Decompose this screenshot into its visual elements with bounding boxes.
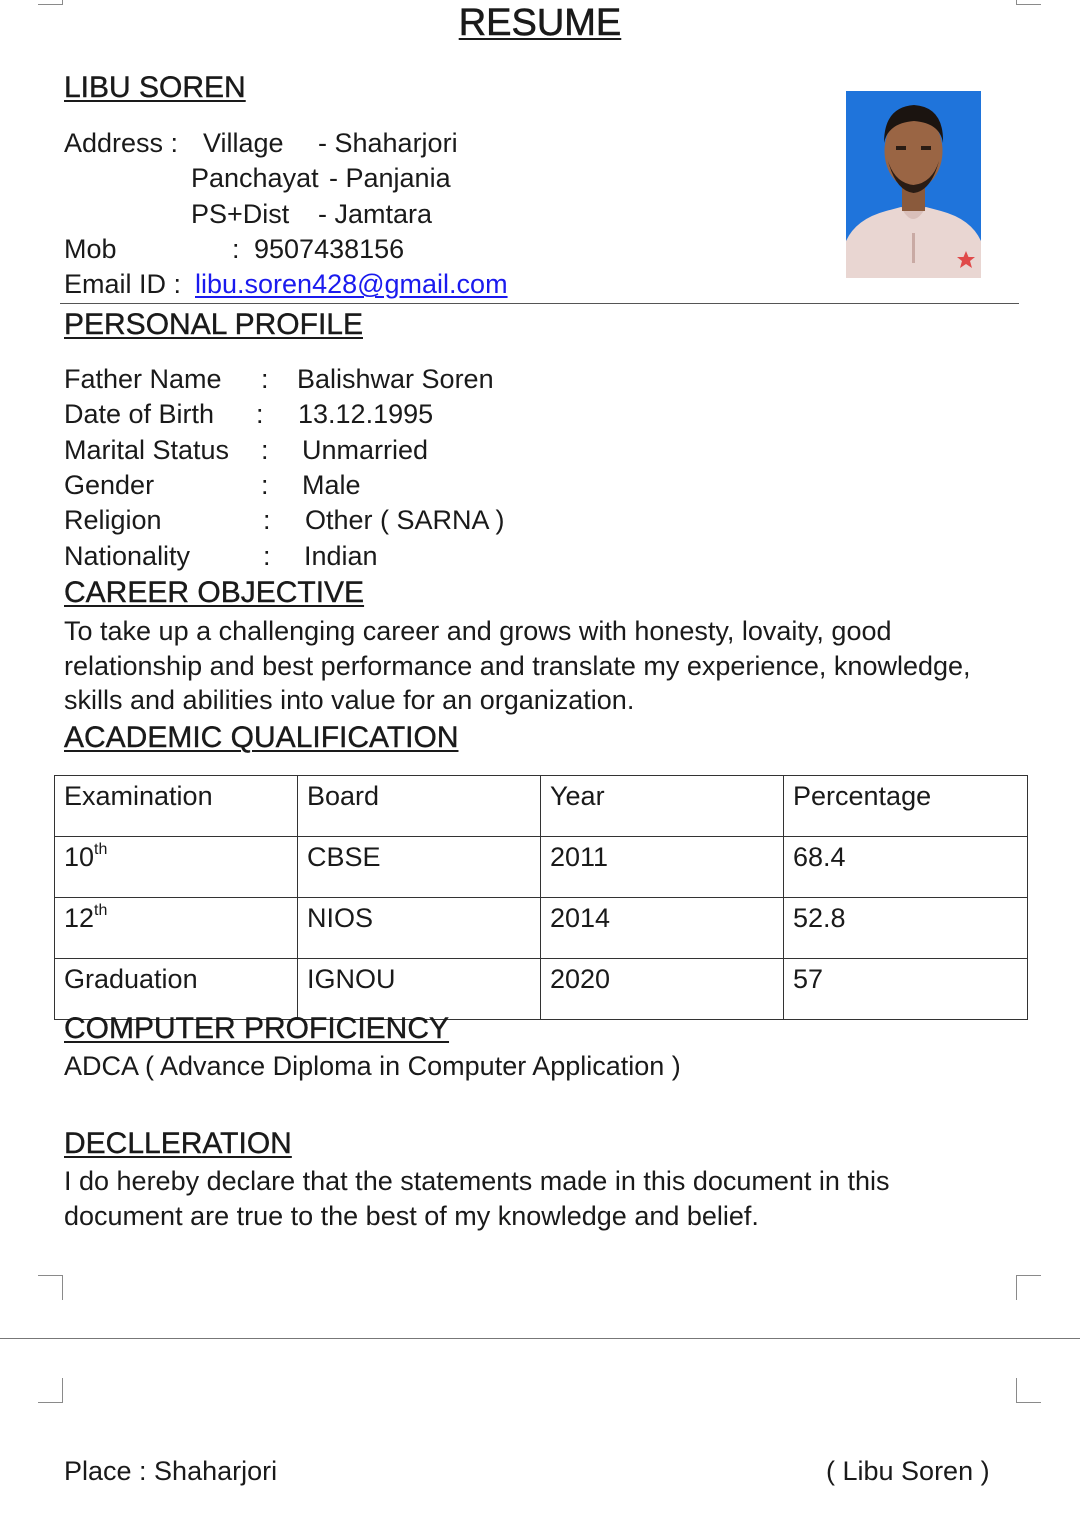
- crop-mark-page2-top-right: [1016, 1378, 1041, 1403]
- profile-gender-sep: :: [261, 470, 269, 500]
- address-psdist-value: - Jamtara: [318, 199, 433, 229]
- email-link[interactable]: libu.soren428@gmail.com: [195, 269, 508, 299]
- address-label: Address :: [64, 128, 179, 158]
- profile-father-label: Father Name: [64, 364, 222, 394]
- header-divider: [60, 303, 1019, 304]
- profile-photo: [846, 91, 981, 278]
- cell-exam: [55, 837, 298, 898]
- crop-mark-page2-top-left: [38, 1378, 63, 1403]
- address-village-key: Village: [203, 128, 284, 158]
- mob-value: 9507438156: [254, 234, 405, 264]
- resume-title: RESUME: [458, 2, 622, 44]
- exam-text: Graduation: [64, 964, 198, 994]
- profile-religion-label: Religion: [64, 505, 162, 535]
- computer-text: ADCA ( Advance Diploma in Computer Application ): [64, 1051, 681, 1081]
- declaration-line-2: document are true to the best of my knowledge and belief.: [64, 1201, 759, 1231]
- place-text: Place : Shaharjori: [64, 1456, 278, 1486]
- col-header-percentage: Percentage: [784, 776, 1028, 837]
- profile-gender-value: Male: [302, 470, 361, 500]
- cell-percentage: 68.4: [784, 837, 1028, 898]
- candidate-name: LIBU SOREN: [64, 71, 246, 104]
- crop-mark-bottom-right: [1016, 1275, 1041, 1300]
- col-header-board: Board: [298, 776, 541, 837]
- cell-board: NIOS: [298, 898, 541, 959]
- table-row: [55, 898, 1028, 959]
- table-row: [55, 837, 1028, 898]
- cell-exam: [55, 898, 298, 959]
- profile-nationality-label: Nationality: [64, 541, 191, 571]
- academic-table: [54, 775, 1028, 1020]
- col-header-examination: Examination: [55, 776, 298, 837]
- profile-father-sep: :: [261, 364, 269, 394]
- page-break-line: [0, 1338, 1080, 1339]
- profile-nationality-value: Indian: [304, 541, 378, 571]
- col-header-year: Year: [541, 776, 784, 837]
- signature-name: ( Libu Soren ): [826, 1456, 990, 1486]
- career-objective-heading: CAREER OBJECTIVE: [64, 576, 365, 609]
- mob-separator: :: [232, 234, 240, 264]
- academic-heading: ACADEMIC QUALIFICATION: [64, 721, 459, 754]
- cell-year: 2020: [541, 959, 784, 1020]
- career-objective-line-2: relationship and best performance and translate my experience, knowledge,: [64, 651, 971, 681]
- mob-label: Mob: [64, 234, 117, 264]
- cell-year: 2011: [541, 837, 784, 898]
- profile-dob-label: Date of Birth: [64, 399, 215, 429]
- profile-religion-sep: :: [263, 505, 271, 535]
- profile-dob-sep: :: [256, 399, 264, 429]
- cell-board: CBSE: [298, 837, 541, 898]
- career-objective-line-3: skills and abilities into value for an organization.: [64, 685, 635, 715]
- declaration-line-1: I do hereby declare that the statements made in this document in this: [64, 1166, 890, 1196]
- crop-mark-top-right: [1016, 0, 1041, 5]
- table-header-row: [55, 776, 1028, 837]
- email-label: Email ID :: [64, 269, 182, 299]
- cell-year: 2014: [541, 898, 784, 959]
- profile-marital-label: Marital Status: [64, 435, 230, 465]
- exam-sup: th: [94, 841, 108, 858]
- computer-heading: COMPUTER PROFICIENCY: [64, 1012, 450, 1045]
- exam-text: 10: [64, 842, 95, 872]
- exam-text: 12: [64, 903, 95, 933]
- profile-gender-label: Gender: [64, 470, 155, 500]
- career-objective-line-1: To take up a challenging career and grows with honesty, lovaity, good: [64, 616, 892, 646]
- profile-dob-value: 13.12.1995: [298, 399, 434, 429]
- address-psdist-key: PS+Dist: [191, 199, 290, 229]
- profile-marital-sep: :: [261, 435, 269, 465]
- profile-marital-value: Unmarried: [302, 435, 429, 465]
- address-village-value: - Shaharjori: [318, 128, 458, 158]
- crop-mark-bottom-left: [38, 1275, 63, 1300]
- profile-father-value: Balishwar Soren: [297, 364, 494, 394]
- declaration-heading: DECLLERATION: [64, 1127, 292, 1160]
- personal-profile-heading: PERSONAL PROFILE: [64, 308, 363, 341]
- cell-percentage: 52.8: [784, 898, 1028, 959]
- crop-mark-top-left: [38, 0, 63, 5]
- portrait-illustration: [846, 91, 981, 278]
- profile-religion-value: Other ( SARNA ): [305, 505, 505, 535]
- address-panchayat-value: - Panjania: [329, 163, 451, 193]
- address-panchayat-key: Panchayat: [191, 163, 319, 193]
- cell-board: IGNOU: [298, 959, 541, 1020]
- cell-percentage: 57: [784, 959, 1028, 1020]
- profile-nationality-sep: :: [263, 541, 271, 571]
- exam-sup: th: [94, 902, 108, 919]
